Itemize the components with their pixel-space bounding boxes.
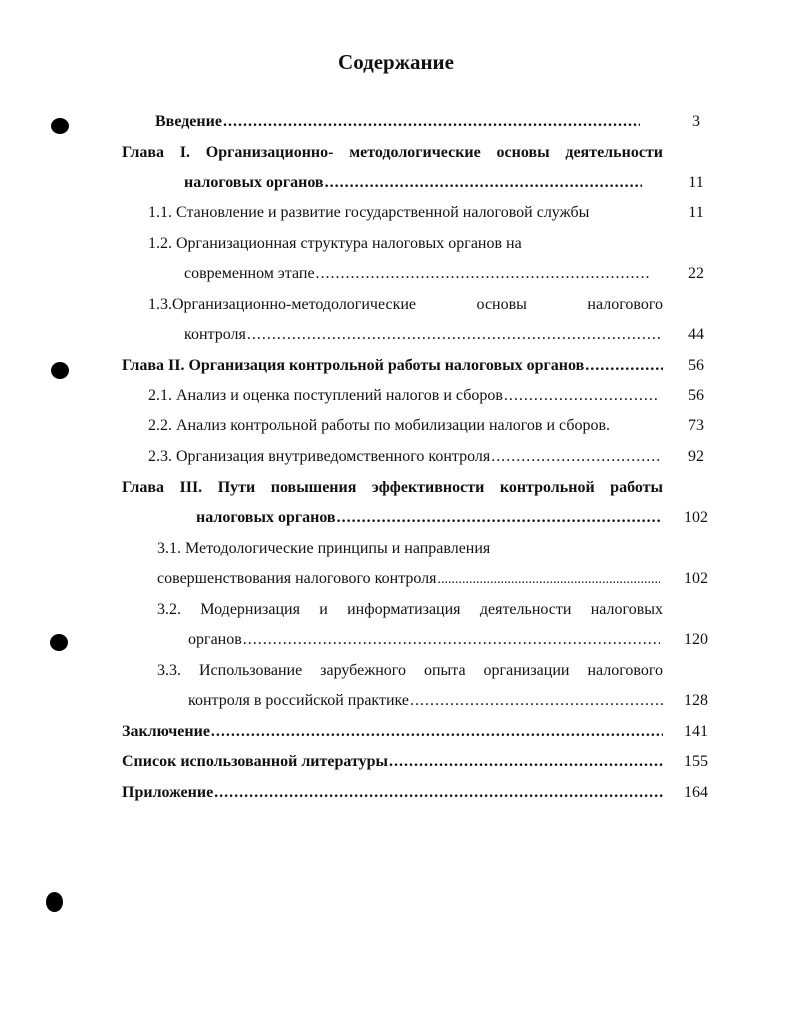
toc-entry-introduction[interactable] (155, 110, 640, 134)
toc-section-3-2[interactable]: 3.2. Модернизация и информатизация деятельности налоговых (157, 601, 663, 618)
punch-hole-mark (51, 118, 69, 134)
toc-page-number: 128 (684, 692, 708, 709)
toc-chapter-3-heading-cont[interactable] (196, 506, 660, 530)
toc-entry-conclusion[interactable] (122, 720, 663, 744)
dot-leader (410, 689, 663, 713)
dot-leader (214, 781, 663, 805)
toc-entry-appendix[interactable] (122, 781, 663, 805)
toc-page-number: 120 (684, 631, 708, 648)
punch-hole-mark (51, 362, 69, 379)
dot-leader (504, 384, 660, 408)
punch-hole-mark (50, 634, 68, 651)
toc-entry-text: Список использованной литературы (122, 753, 388, 770)
toc-page-number: 44 (688, 326, 704, 343)
toc-section-3-1[interactable]: 3.1. Методологические принципы и направления (157, 540, 491, 557)
toc-entry-text: современном этапе (184, 265, 315, 282)
toc-entry-text: Глава II. Организация контрольной работы налоговых органов (122, 357, 585, 374)
toc-page-number: 56 (688, 387, 704, 404)
toc-entry-text: налоговых органов (184, 174, 324, 191)
toc-entry-text: Введение (155, 113, 222, 130)
dot-leader (389, 750, 663, 774)
toc-entry-text: органов (188, 631, 242, 648)
toc-chapter-3-heading[interactable]: Глава III. Пути повышения эффективности контрольной работы (122, 479, 663, 496)
toc-page-number: 56 (688, 357, 704, 374)
toc-section-3-3-cont[interactable] (188, 689, 663, 713)
toc-page-number: 102 (684, 570, 708, 587)
toc-page-number: 102 (684, 509, 708, 526)
toc-entry-text: контроля в российской практике (188, 692, 410, 709)
toc-page-number: 11 (688, 204, 704, 221)
toc-section-3-3[interactable]: 3.3. Использование зарубежного опыта организации налогового (157, 662, 663, 679)
toc-entry-text: совершенствования налогового контроля (157, 570, 437, 587)
toc-entry-text: налоговых органов (196, 509, 336, 526)
toc-section-3-2-cont[interactable] (188, 628, 660, 652)
toc-section-1-3-cont[interactable] (184, 323, 663, 347)
toc-entry-text: контроля (184, 326, 246, 343)
dot-leader (243, 628, 660, 652)
toc-page-number: 3 (692, 113, 700, 130)
dot-leader (585, 354, 663, 378)
toc-page-number: 73 (688, 417, 704, 434)
toc-section-2-2[interactable]: 2.2. Анализ контрольной работы по мобилизации налогов и сборов. (148, 417, 611, 434)
dot-leader (211, 720, 663, 744)
toc-section-2-3[interactable] (148, 445, 660, 469)
dot-leader (337, 506, 660, 530)
toc-section-1-2[interactable]: 1.2. Организационная структура налоговых органов на (148, 235, 522, 252)
page-title: Содержание (338, 50, 454, 74)
punch-hole-mark (46, 892, 63, 912)
toc-chapter-2-heading[interactable] (122, 354, 663, 378)
toc-entry-text: Заключение (122, 723, 210, 740)
toc-entry-bibliography[interactable] (122, 750, 663, 774)
toc-entry-text: 2.1. Анализ и оценка поступлений налогов и сборов (148, 387, 503, 404)
toc-entry-text: 2.3. Организация внутриведомственного контроля (148, 448, 491, 465)
toc-page-number: 22 (688, 265, 704, 282)
toc-section-1-1[interactable]: 1.1. Становление и развитие государственной налоговой службы (148, 204, 590, 221)
toc-chapter-1-heading[interactable]: Глава I. Организационно- методологические основы деятельности (122, 144, 663, 161)
toc-page-number: 141 (684, 723, 708, 740)
toc-section-1-2-cont[interactable] (184, 262, 649, 286)
dot-leader (325, 171, 642, 195)
dot-leader (438, 568, 660, 591)
toc-chapter-1-heading-cont[interactable] (184, 171, 642, 195)
toc-page-number: 164 (684, 784, 708, 801)
toc-page-number: 92 (688, 448, 704, 465)
toc-section-1-3[interactable]: 1.3.Организационно-методологические основы налогового (148, 296, 663, 313)
dot-leader (247, 323, 663, 347)
toc-section-3-1-cont[interactable] (157, 567, 660, 591)
toc-section-2-1[interactable] (148, 384, 660, 408)
toc-entry-text: Приложение (122, 784, 214, 801)
dot-leader (223, 110, 640, 134)
toc-page-number: 11 (688, 174, 704, 191)
dot-leader (491, 445, 660, 469)
toc-page-number: 155 (684, 753, 708, 770)
dot-leader (316, 262, 649, 286)
